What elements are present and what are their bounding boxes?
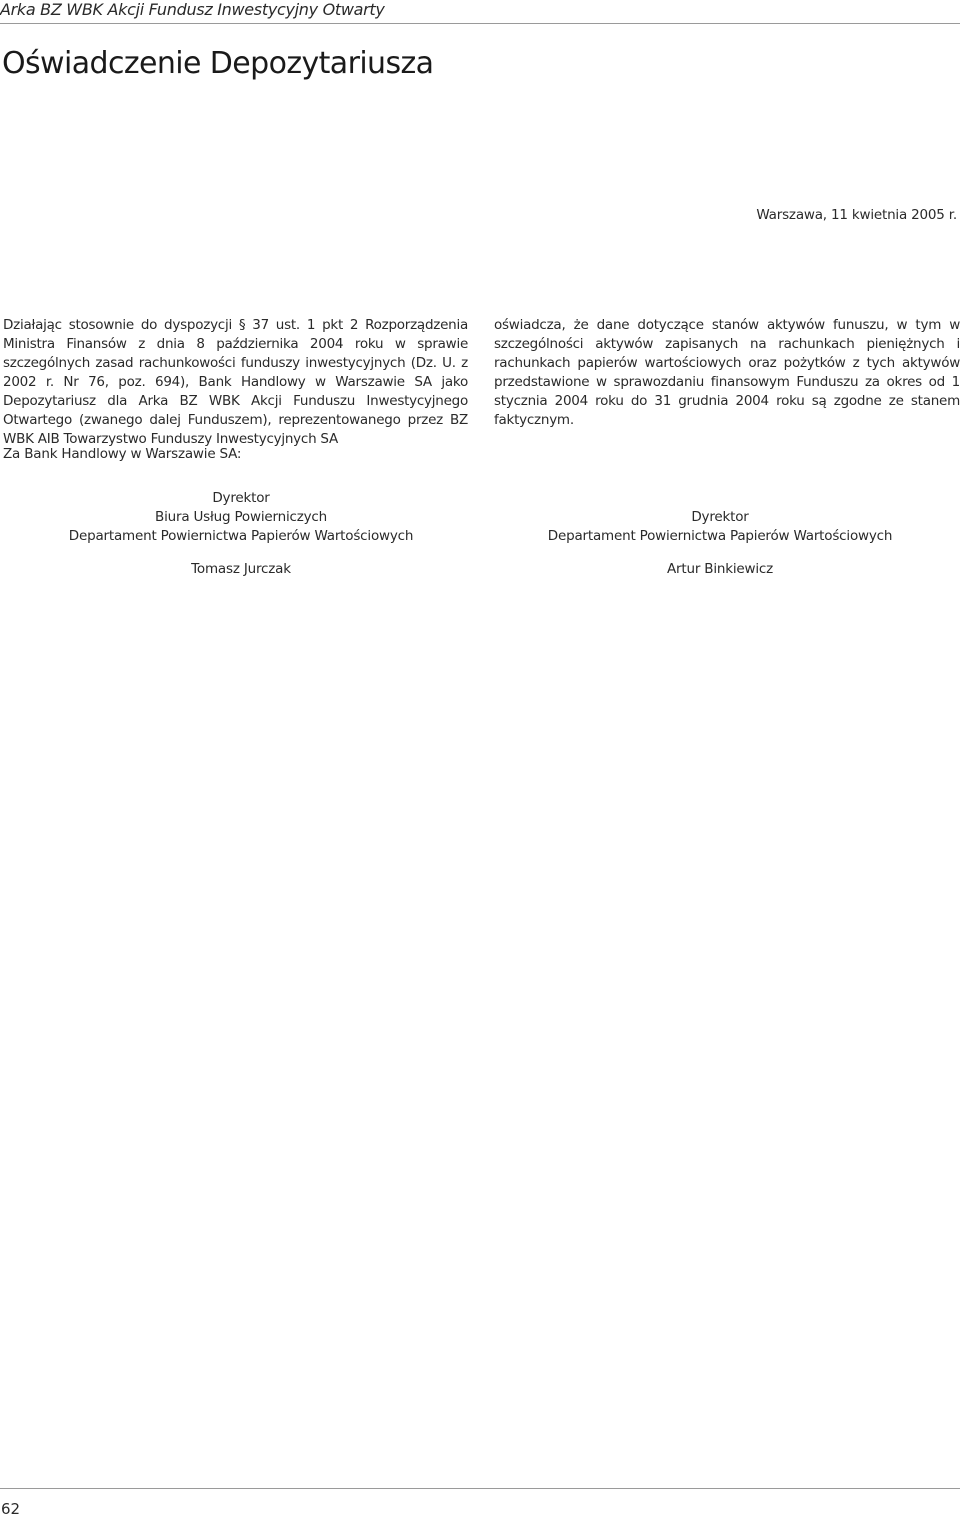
signature-block-left [1, 489, 481, 579]
signature-name: Artur Binkiewicz [666, 561, 774, 577]
signature-unit: Biura Usług Powierniczych [155, 509, 327, 525]
place-and-date: Warszawa, 11 kwietnia 2005 r. [756, 207, 957, 223]
signatory-label: Za Bank Handlowy w Warszawie SA: [3, 446, 242, 462]
signature-position: Dyrektor [691, 509, 749, 525]
statement-left-column: Działając stosownie do dyspozycji § 37 ust. 1 pkt 2 Rozporządzenia Ministra Finansów z dnia 8 października 2004 roku w sprawie szczególnych zasad rachunkowości funduszy inwestycyjnych (Dz. U. z 2002 r. Nr 76, poz. 694), Bank Handlowy w Warszawie SA jako Depozytariusz dla Arka BZ WBK Akcji Funduszu Inwestycyjnego Otwartego (zwanego dalej Funduszem), reprezentowanego przez BZ WBK AIB Towarzystwo Funduszy Inwestycyjnych SA [3, 317, 468, 447]
signature-department: Departament Powiernictwa Papierów Wartościowych [68, 528, 414, 544]
signature-name: Tomasz Jurczak [191, 561, 291, 577]
signature-block-right [480, 508, 960, 579]
running-header: Arka BZ WBK Akcji Fundusz Inwestycyjny Otwarty [0, 0, 385, 19]
signature-position: Dyrektor [212, 490, 270, 506]
page-title: Oświadczenie Depozytariusza [2, 46, 434, 81]
footer-divider [0, 1488, 960, 1489]
signature-department: Departament Powiernictwa Papierów Wartościowych [547, 528, 893, 544]
header-divider [0, 23, 960, 24]
page-number: 62 [1, 1500, 21, 1518]
statement-right-column: oświadcza, że dane dotyczące stanów aktywów funuszu, w tym w szczególności aktywów zapisanych na rachunkach pieniężnych i rachunkach papierów wartościowych oraz pożytków z tych aktywów przedstawione w sprawozdaniu finansowym Funduszu za okres od 1 stycznia 2004 roku do 31 grudnia 2004 roku są zgodne ze stanem faktycznym. [494, 317, 960, 428]
